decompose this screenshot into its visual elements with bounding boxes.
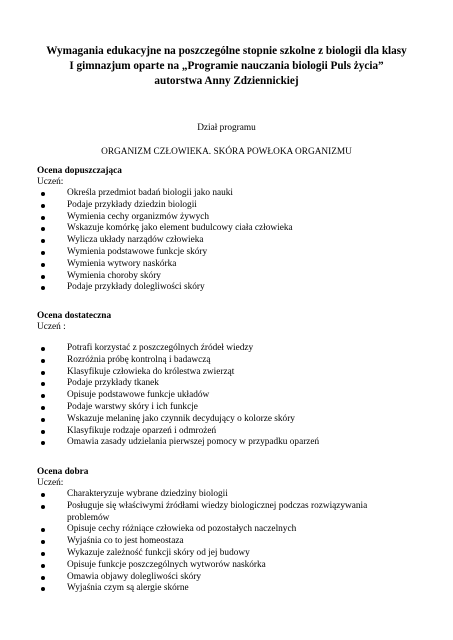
section-heading: Ocena dobra <box>37 467 89 477</box>
list-item: Klasyfikuje człowieka do królestwa zwierząt <box>37 367 437 379</box>
bullet-icon <box>41 430 45 434</box>
bullet-icon <box>41 528 45 532</box>
list-item: Wylicza układy narządów człowieka <box>37 235 437 247</box>
list-item: Wymienia podstawowe funkcje skóry <box>37 247 437 259</box>
list-item: Klasyfikuje rodzaje oparzeń i odmrożeń <box>37 426 437 438</box>
program-name: ORGANIZM CZŁOWIEKA. SKÓRA POWŁOKA ORGANIZMU <box>101 147 352 157</box>
requirements-list <box>37 489 437 595</box>
list-item: Posługuje się właściwymi źródłami wiedzy biologicznej podczas rozwiązywania problemów <box>37 501 437 525</box>
section-heading: Ocena dostateczna <box>37 311 112 321</box>
section-dobra <box>37 467 437 595</box>
list-item: Wyjaśnia co to jest homeostaza <box>37 536 437 548</box>
list-item: Wyjaśnia czym są alergie skórne <box>37 583 437 595</box>
bullet-icon <box>41 286 45 290</box>
list-item: Opisuje cechy różniące człowieka od pozostałych naczelnych <box>37 524 437 536</box>
list-item: Opisuje podstawowe funkcje układów <box>37 390 437 402</box>
list-item: Opisuje funkcje poszczególnych wytworów naskórka <box>37 560 437 572</box>
bullet-icon <box>41 371 45 375</box>
list-item: Wykazuje zależność funkcji skóry od jej budowy <box>37 548 437 560</box>
document-title <box>20 44 433 89</box>
section-intro: Uczeń: <box>37 177 64 187</box>
requirements-list <box>37 188 437 294</box>
list-item: Wymienia choroby skóry <box>37 271 437 283</box>
list-item: Charakteryzuje wybrane dziedziny biologii <box>37 489 437 501</box>
section-heading: Ocena dopuszczająca <box>37 166 122 176</box>
program-label: Dział programu <box>197 123 256 133</box>
title-line-3: autorstwa Anny Zdziennickiej <box>154 75 299 87</box>
section-intro: Uczeń: <box>37 478 64 488</box>
bullet-icon <box>41 576 45 580</box>
list-item: Podaje warstwy skóry i ich funkcje <box>37 402 437 414</box>
bullet-icon <box>41 394 45 398</box>
bullet-icon <box>41 263 45 267</box>
bullet-icon <box>41 227 45 231</box>
bullet-icon <box>41 204 45 208</box>
list-item: Potrafi korzystać z poszczególnych źródeł wiedzy <box>37 343 437 355</box>
bullet-icon <box>41 216 45 220</box>
list-item-continuation: problemów <box>67 512 110 523</box>
title-line-1: Wymagania edukacyjne na poszczególne stopnie szkolne z biologii dla klasy <box>46 45 407 57</box>
bullet-icon <box>41 564 45 568</box>
bullet-icon <box>41 382 45 386</box>
bullet-icon <box>41 239 45 243</box>
list-item: Omawia zasady udzielania pierwszej pomocy w przypadku oparzeń <box>37 437 437 449</box>
bullet-icon <box>41 192 45 196</box>
list-item: Wskazuje komórkę jako element budulcowy ciała człowieka <box>37 223 437 235</box>
list-item: Omawia objawy dolegliwości skóry <box>37 572 437 584</box>
requirements-list <box>37 343 437 449</box>
bullet-icon <box>41 441 45 445</box>
bullet-icon <box>41 347 45 351</box>
bullet-icon <box>41 418 45 422</box>
title-line-2: I gimnazjum oparte na „Programie nauczania biologii Puls życia” <box>69 60 384 72</box>
section-intro: Uczeń : <box>37 322 66 332</box>
list-item: Wymienia cechy organizmów żywych <box>37 212 437 224</box>
list-item: Podaje przykłady dziedzin biologii <box>37 200 437 212</box>
bullet-icon <box>41 587 45 591</box>
list-item: Wymienia wytwory naskórka <box>37 259 437 271</box>
bullet-icon <box>41 251 45 255</box>
list-item: Określa przedmiot badań biologii jako nauki <box>37 188 437 200</box>
section-dopuszczajaca <box>37 166 437 294</box>
list-item: Rozróżnia próbę kontrolną i badawczą <box>37 355 437 367</box>
bullet-icon <box>41 359 45 363</box>
bullet-icon <box>41 275 45 279</box>
bullet-icon <box>41 406 45 410</box>
bullet-icon <box>41 552 45 556</box>
bullet-icon <box>41 505 45 509</box>
section-dostateczna <box>37 311 437 449</box>
bullet-icon <box>41 493 45 497</box>
list-item: Wskazuje melaninę jako czynnik decydujący o kolorze skóry <box>37 414 437 426</box>
list-item: Podaje przykłady dolegliwości skóry <box>37 282 437 294</box>
bullet-icon <box>41 540 45 544</box>
list-item: Podaje przykłady tkanek <box>37 378 437 390</box>
